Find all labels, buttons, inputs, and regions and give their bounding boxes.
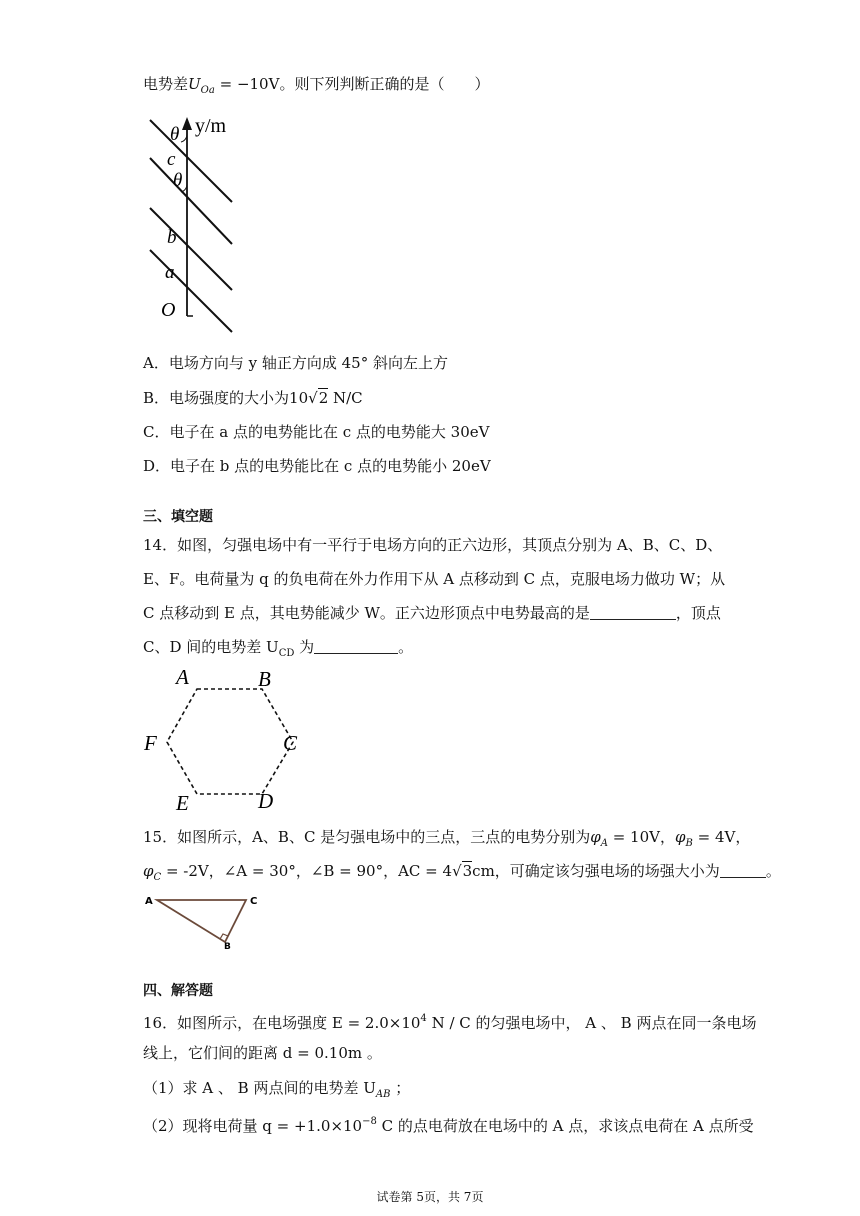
- q13-option-b[interactable]: B．电场强度的大小为10√2 N/C: [143, 389, 363, 407]
- q16-line1: 16．如图所示，在电场强度 $E = 2.0\times 10^4$ N / C 的匀强电场中， A 、 B 两点在同一条电场: [143, 1013, 757, 1032]
- point-b: b: [167, 227, 177, 248]
- q13-option-c[interactable]: C．电子在 a 点的电势能比在 c 点的电势能大 30eV: [143, 423, 490, 441]
- q14-blank-2[interactable]: [314, 639, 398, 654]
- vertex-A-label: A: [145, 896, 153, 907]
- q15-triangle-figure: [143, 890, 273, 950]
- q14-hexagon-figure: [140, 662, 310, 814]
- q14-blank-1[interactable]: [590, 605, 676, 620]
- point-O: O: [161, 299, 176, 321]
- q13-field-figure: [145, 112, 255, 337]
- q14-line3: C 点移动到 E 点，其电势能减少 W。正六边形顶点中电势最高的是 ，顶点: [143, 604, 721, 622]
- point-c: c: [167, 149, 176, 170]
- q16-part2: （2）现将电荷量 $q = +1.0\times 10^{-8}$ C 的点电荷放在电场中的 A 点，求该点电荷在 A 点所受: [143, 1116, 754, 1135]
- sqrt-symbol: √: [452, 862, 462, 880]
- q16-part1: （1）求 A 、 B 两点间的电势差 $U_{AB}$ ；: [143, 1079, 411, 1100]
- q13-option-a[interactable]: A．电场方向与 y 轴正方向成 45° 斜向左上方: [143, 354, 448, 372]
- vertex-E: E: [176, 791, 189, 814]
- q16-line2: 线上，它们间的距离 d = 0.10m 。: [143, 1044, 382, 1062]
- q14-line4: C、D 间的电势差 $U_{CD}$ 为 。: [143, 638, 414, 659]
- vertex-B-label: B: [224, 942, 231, 950]
- q15-line2: $\varphi_C = -2V$，∠A = 30°，∠B = 90°，AC = 4√3cm，可确定该匀强电场的场强大小为 。: [143, 862, 781, 883]
- q13-stem: 电势差$U_{Oa} = -10V$。则下列判断正确的是（ ）: [143, 75, 490, 96]
- sqrt-symbol: √: [308, 389, 318, 407]
- theta-label-mid: θ: [173, 170, 183, 191]
- vertex-D: D: [258, 789, 274, 813]
- hexagon: [167, 689, 293, 794]
- y-axis-arrow: [182, 117, 192, 130]
- vertex-C-label: C: [250, 896, 258, 907]
- section3-heading: 三、填空题: [143, 509, 213, 525]
- y-axis-label: y/m: [195, 115, 227, 137]
- q14-line1: 14．如图，匀强电场中有一平行于电场方向的正六边形，其顶点分别为 A、B、C、D、: [143, 536, 723, 554]
- vertex-F: F: [144, 731, 157, 755]
- point-a: a: [165, 262, 175, 283]
- page-footer: 试卷第 5页，共 7页: [376, 1190, 484, 1204]
- q13-option-d[interactable]: D．电子在 b 点的电势能比在 c 点的电势能小 20eV: [143, 457, 491, 475]
- equipotential-line-2: [150, 158, 232, 244]
- equipotential-line-3: [150, 208, 232, 290]
- q14-line2: E、F。电荷量为 q 的负电荷在外力作用下从 A 点移动到 C 点，克服电场力做功 W；从: [143, 570, 726, 588]
- vertex-C: C: [283, 731, 298, 755]
- vertex-B: B: [258, 667, 271, 691]
- theta-label-top: θ: [170, 124, 180, 145]
- vertex-A: A: [176, 665, 189, 689]
- section4-heading: 四、解答题: [143, 983, 213, 999]
- q15-line1: 15．如图所示，A、B、C 是匀强电场中的三点，三点的电势分别为$\varphi_A = 10V$，$\varphi_B = 4V$，: [143, 828, 751, 849]
- triangle: [157, 900, 246, 942]
- q15-blank[interactable]: [720, 863, 766, 878]
